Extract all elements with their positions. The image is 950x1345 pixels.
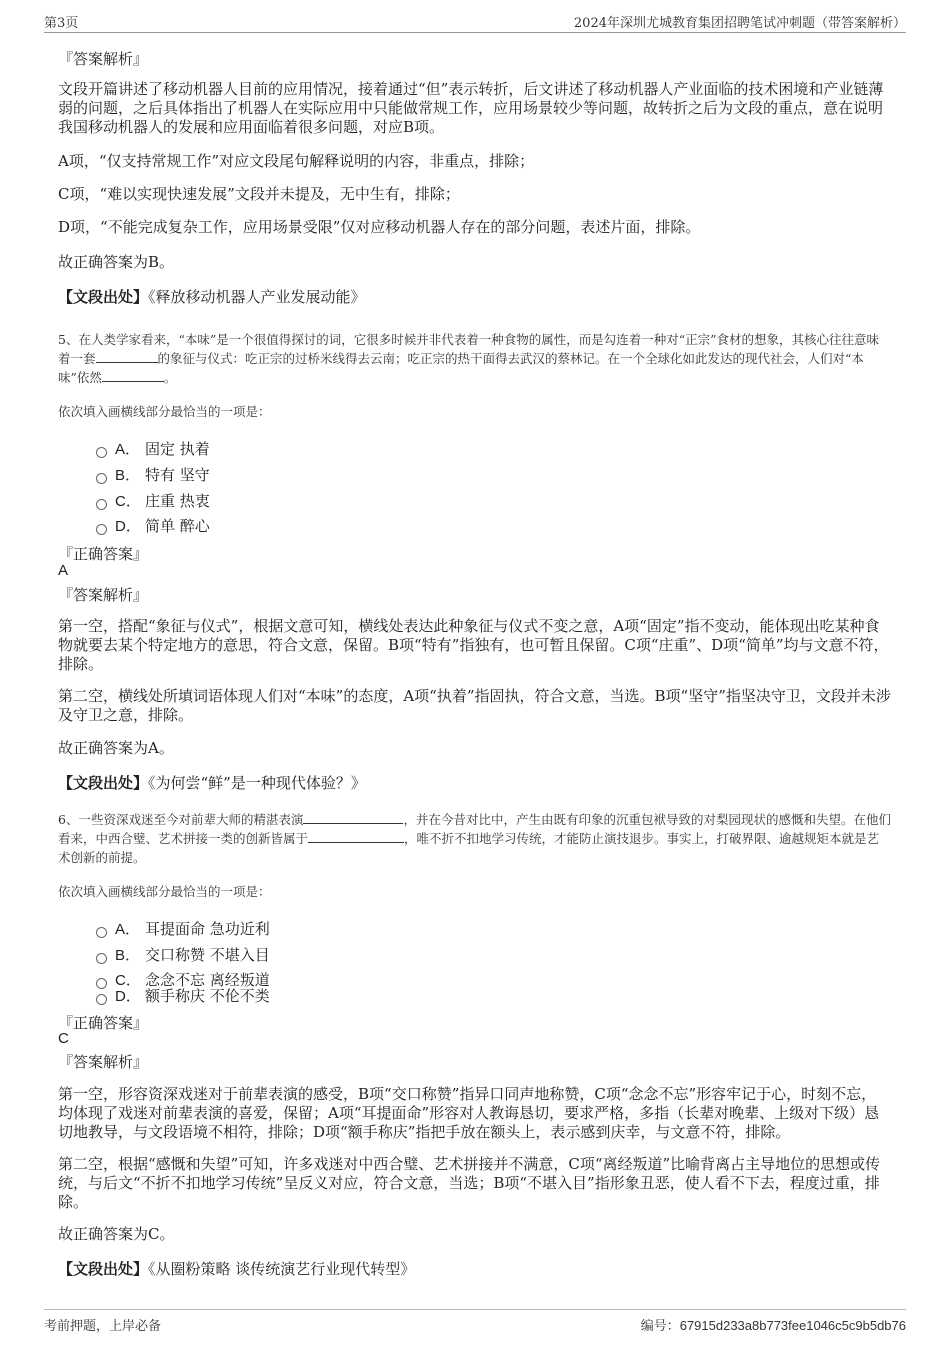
analysis-paragraph: 第二空，横线处所填词语体现人们对“本味”的态度，A项“执着”指固执，符合文意，当选。B项“坚守”指坚决守卫，文段并未涉及守卫之意，排除。	[58, 687, 891, 724]
source-citation	[58, 772, 366, 793]
analysis-paragraph: 第二空，根据“感慨和失望”可知，许多戏迷对中西合璧、艺术拼接并不满意，C项“离经叛道”比喻背离占主导地位的思想或传统，与后文“不折不扣地学习传统”呈反义对应，符合文意，当选；B项“不堪入目”指形象丑恶，使人看不下去，程度过重，排除。	[58, 1155, 881, 1211]
option-b[interactable]: B． 交口称赞 不堪入目	[96, 944, 270, 964]
analysis-paragraph: 文段开篇讲述了移动机器人目前的应用情况，接着通过“但”表示转折，后文讲述了移动机器人产业面临的技术困境和产业链薄弱的问题，之后具体指出了机器人在实际应用中只能做常规工作，应用场景较少等问题，故转折之后为文段的重点，意在说明我国移动机器人的发展和应用面临着很多问题，对应B项。	[58, 80, 884, 136]
source-label: 【文段出处】	[58, 1260, 149, 1278]
option-a[interactable]: A． 耳提面命 急功近利	[96, 918, 270, 938]
source-title: 《为何尝“鲜”是一种现代体验？》	[148, 774, 366, 792]
stem-part: 6、一些资深戏迷至今对前辈大师的精湛表演	[58, 812, 304, 827]
analysis-paragraph: 第一空，搭配“象征与仪式”，根据文意可知，横线处表达此种象征与仪式不变之意，A项“固定”指不变动，能体现出吃某种食物就要去某个特定地方的意思，符合文意，保留。B项“特有”指独有，也可暂且保留。C项“庄重”、D项“简单”均与文意不符，排除。	[58, 617, 889, 673]
question-6-stem	[58, 810, 891, 867]
option-d[interactable]: D． 简单 醉心	[96, 515, 210, 535]
radio-button[interactable]	[96, 927, 107, 938]
source-citation	[58, 286, 366, 307]
analysis-label: 『答案解析』	[58, 1053, 149, 1071]
stem-part: 5、在人类学家看来，“本味”是一个很值得探讨的词，它很多时候并非代表着一种食物的属性，而是勾连着一种对“正宗”食材的想象，其核心往往意味着一套	[58, 332, 880, 366]
stem-part: ，并在今昔对比中，产生由既有印象的沉重包袱导致的对梨园现状的感慨和失望。在他们看来，中西合璧、艺术拼接一类的创新皆属于	[58, 812, 891, 846]
radio-button[interactable]	[96, 499, 107, 510]
stem-part: ，唯不折不扣地学习传统，才能防止演技退步。事实上，打破界限、逾越规矩本就是艺术创新的前提。	[58, 831, 880, 865]
answer-conclusion: 故正确答案为B。	[58, 253, 175, 271]
answer-conclusion: 故正确答案为C。	[58, 1225, 175, 1243]
blank-1	[96, 350, 158, 363]
radio-button[interactable]	[96, 447, 107, 458]
source-label: 【文段出处】	[58, 774, 149, 792]
option-c[interactable]: C． 念念不忘 离经叛道	[96, 969, 270, 989]
document-title: 2024年深圳尤城教育集团招聘笔试冲刺题（带答案解析）	[573, 16, 906, 31]
blank-2	[102, 369, 164, 382]
analysis-paragraph: 第一空，形容资深戏迷对于前辈表演的感受，B项“交口称赞”指异口同声地称赞，C项“念念不忘”形容牢记于心，时刻不忘，均体现了戏迷对前辈表演的喜爱，保留；A项“耳提面命”形容对人教诲恳切，要求严格，多指（长辈对晚辈、上级对下级）恳切地教导，与文段语境不相符，排除；D项“额手称庆”指把手放在额头上，表示感到庆幸，与文意不符，排除。	[58, 1085, 880, 1141]
page-footer	[44, 1309, 906, 1336]
page-header	[44, 10, 906, 33]
blank-1	[303, 811, 403, 824]
question-prompt: 依次填入画横线部分最恰当的一项是：	[58, 404, 271, 419]
page-number: 第3页	[44, 16, 79, 31]
correct-answer: A	[58, 562, 69, 579]
correct-answer-label: 『正确答案』	[58, 545, 149, 563]
analysis-label: 『答案解析』	[58, 50, 149, 68]
correct-answer-label: 『正确答案』	[58, 1014, 149, 1032]
source-citation	[58, 1258, 415, 1279]
radio-button[interactable]	[96, 994, 107, 1005]
stem-part: 的象征与仪式：吃正宗的过桥米线得去云南；吃正宗的热干面得去武汉的蔡林记。在一个全球化如此发达的现代社会，人们对“本味”依然	[58, 351, 864, 385]
source-label: 【文段出处】	[58, 288, 149, 306]
option-b[interactable]: B． 特有 坚守	[96, 464, 210, 484]
footer-slogan: 考前押题，上岸必备	[44, 1319, 162, 1334]
option-d[interactable]: D． 额手称庆 不伦不类	[96, 985, 270, 1005]
radio-button[interactable]	[96, 953, 107, 964]
radio-button[interactable]	[96, 524, 107, 535]
option-a[interactable]: A． 固定 执着	[96, 438, 210, 458]
blank-2	[308, 830, 404, 843]
correct-answer: C	[58, 1030, 69, 1047]
analysis-label: 『答案解析』	[58, 586, 149, 604]
document-id: 编号：67915d233a8b773fee1046c5c9b5db76	[640, 1318, 906, 1333]
analysis-option-a: A项，“仅支持常规工作”对应文段尾句解释说明的内容，非重点，排除；	[58, 152, 535, 170]
analysis-option-d: D项，“不能完成复杂工作，应用场景受限”仅对应移动机器人存在的部分问题，表述片面，排除。	[58, 218, 701, 236]
source-title: 《从圈粉策略 谈传统演艺行业现代转型》	[148, 1260, 416, 1278]
option-c[interactable]: C． 庄重 热衷	[96, 490, 210, 510]
analysis-option-c: C项，“难以实现快速发展”文段并未提及，无中生有，排除；	[58, 185, 460, 203]
source-title: 《释放移动机器人产业发展动能》	[148, 288, 366, 306]
question-prompt: 依次填入画横线部分最恰当的一项是：	[58, 884, 271, 899]
stem-part: 。	[163, 370, 177, 385]
question-5-stem	[58, 330, 891, 387]
answer-conclusion: 故正确答案为A。	[58, 739, 174, 757]
radio-button[interactable]	[96, 473, 107, 484]
